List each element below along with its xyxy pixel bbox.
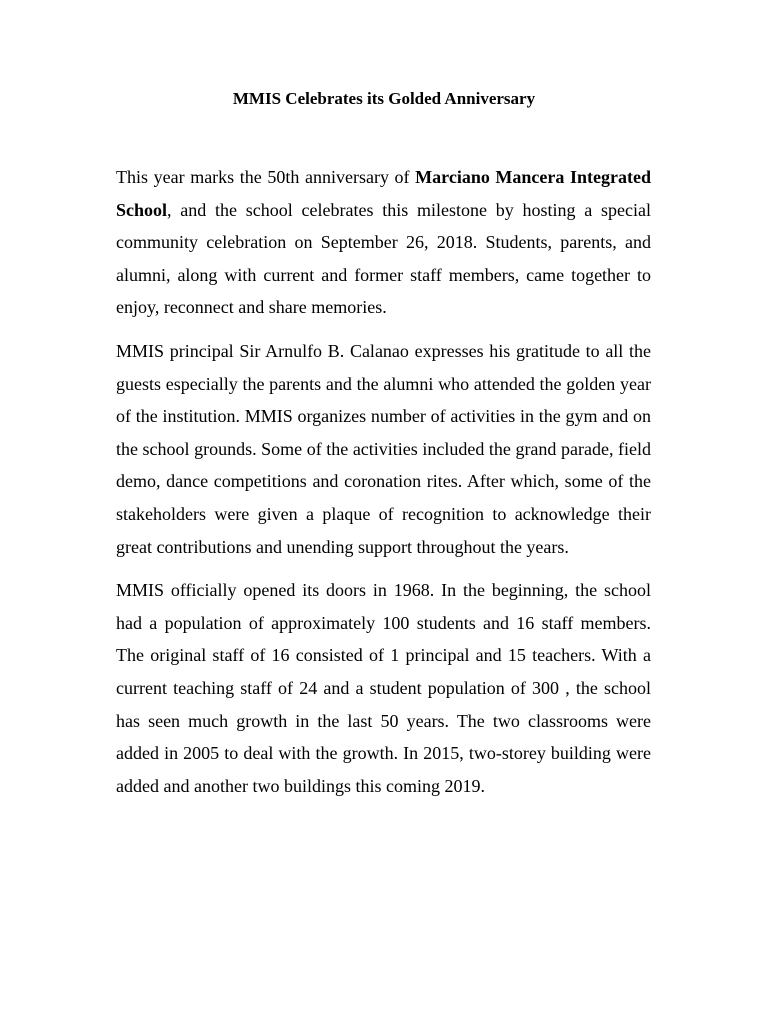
paragraph-1 (116, 161, 651, 324)
paragraph-2: MMIS principal Sir Arnulfo B. Calanao expresses his gratitude to all the guests especially the parents and the alumni who attended the golden year of the institution. MMIS organizes number of activities in the gym and on the school grounds. Some of the activities included the grand parade, field demo, dance competitions and coronation rites. After which, some of the stakeholders were given a plaque of recognition to acknowledge their great contributions and unending support throughout the years. (116, 340, 651, 557)
school-name: Marciano Mancera Integrated School (116, 167, 651, 220)
paragraph-3: MMIS officially opened its doors in 1968. In the beginning, the school had a population of approximately 100 students and 16 staff members. The original staff of 16 consisted of 1 principal and 15 teachers. With a current teaching staff of 24 and a student population of 300 , the school has seen much growth in the last 50 years. The two classrooms were added in 2005 to deal with the growth. In 2015, two-storey building were added and another two buildings this coming 2019. (116, 580, 651, 796)
paragraph-1-intro: This year marks the 50th anniversary of (116, 167, 416, 187)
paragraph-1-rest: , and the school celebrates this milestone by hosting a special community celebration on September 26, 2018. Students, parents, and alumni, along with current and former staff members, came together to enjoy, reconnect and share memories. (116, 199, 651, 318)
document-title: MMIS Celebrates its Golded Anniversary (232, 89, 536, 108)
document-body (116, 161, 651, 813)
